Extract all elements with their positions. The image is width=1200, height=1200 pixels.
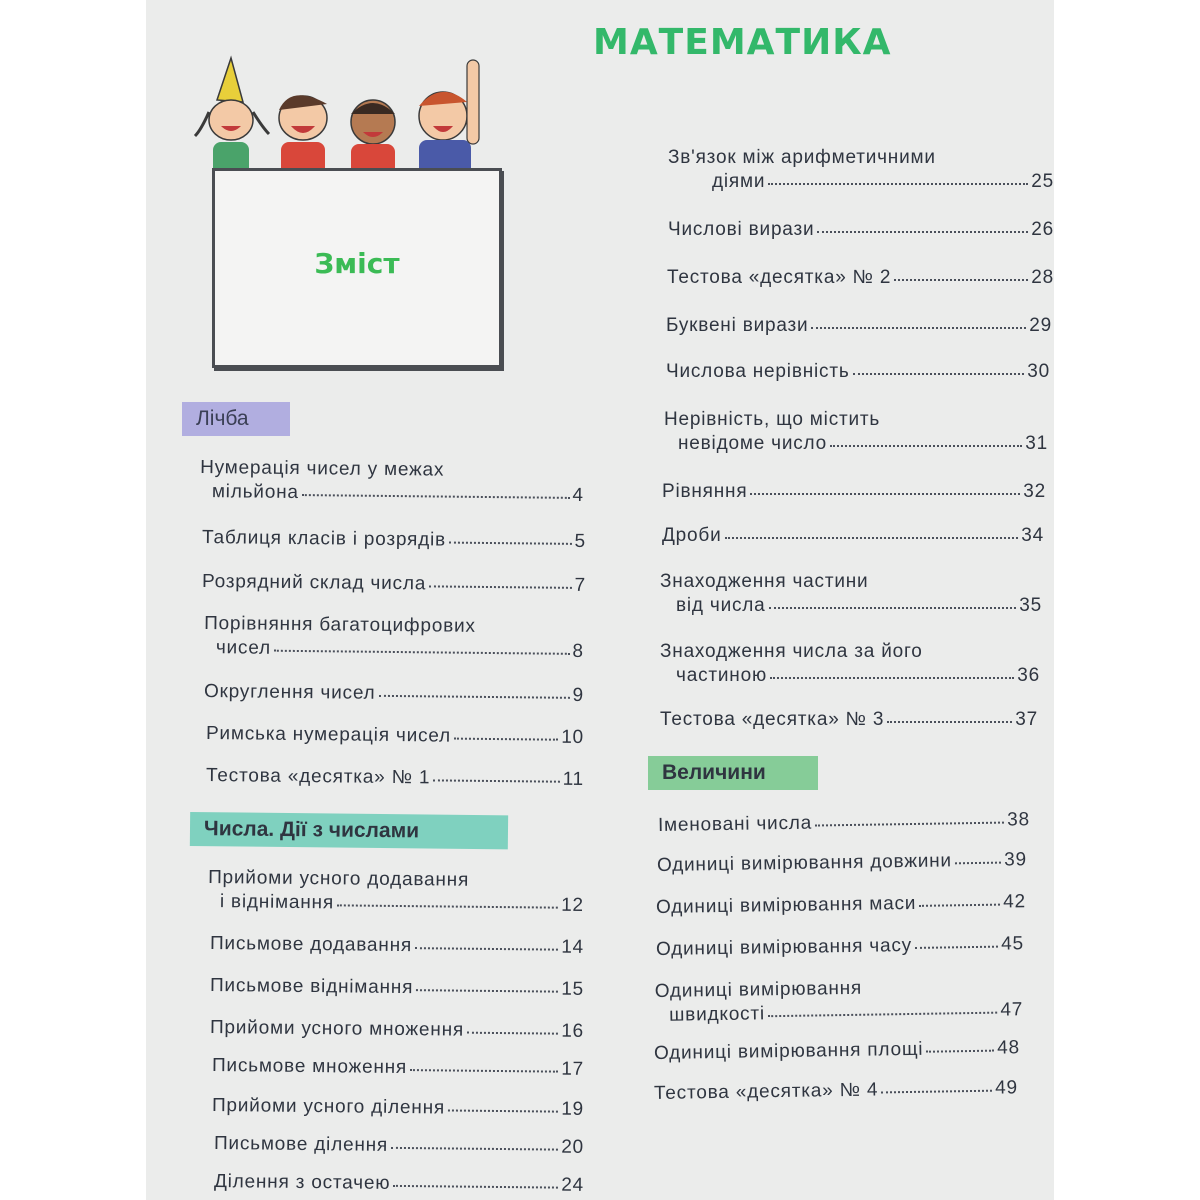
toc-entry-title: Письмове додавання xyxy=(209,933,413,957)
section-quantities: Величини xyxy=(648,756,818,790)
toc-entry-title: Письмове віднімання xyxy=(209,975,414,999)
toc-entry-page: 36 xyxy=(1017,665,1040,686)
toc-entry-page: 10 xyxy=(561,726,585,748)
toc-entry-page: 8 xyxy=(572,640,584,662)
toc-entry-title: Прийоми усного множення xyxy=(209,1017,465,1041)
leader-dots xyxy=(433,775,559,782)
contents-board xyxy=(212,168,502,368)
kids-illustration xyxy=(191,40,511,180)
leader-dots xyxy=(725,533,1019,539)
toc-entry[interactable] xyxy=(656,890,1026,920)
toc-entry[interactable] xyxy=(660,570,1042,618)
leader-dots xyxy=(750,489,1020,495)
toc-entry[interactable] xyxy=(200,456,584,508)
toc-entry-page: 37 xyxy=(1015,709,1038,730)
toc-entry-line: Порівняння багатоцифрових xyxy=(204,613,476,637)
leader-dots xyxy=(448,1105,558,1112)
toc-entry-page: 35 xyxy=(1019,595,1042,616)
toc-entry[interactable] xyxy=(202,570,586,598)
leader-dots xyxy=(302,490,570,499)
toc-entry[interactable] xyxy=(204,680,584,708)
toc-entry-title: Таблиця класів і розрядів xyxy=(201,527,447,551)
toc-entry-page: 17 xyxy=(561,1058,585,1080)
toc-entry-title: Письмове ділення xyxy=(213,1133,389,1156)
toc-entry-title: Рівняння xyxy=(662,481,748,502)
toc-entry-page: 24 xyxy=(561,1174,585,1196)
toc-entry-title: Ділення з остачею xyxy=(213,1171,391,1194)
toc-entry-title: Числові вирази xyxy=(668,219,815,240)
toc-entry-line: Знаходження числа за його xyxy=(660,641,923,662)
toc-entry-title: Розрядний склад числа xyxy=(201,571,427,595)
toc-entry-title: Іменовані числа xyxy=(657,812,813,836)
toc-entry[interactable] xyxy=(666,314,1052,338)
toc-entry-page: 31 xyxy=(1025,433,1048,454)
toc-entry-title: Одиниці вимірювання площі xyxy=(653,1038,924,1064)
toc-entry-page: 7 xyxy=(574,574,587,597)
toc-entry-title: невідоме число xyxy=(678,433,828,454)
toc-entry[interactable] xyxy=(212,1094,584,1122)
toc-entry[interactable] xyxy=(654,1076,1018,1106)
leader-dots xyxy=(415,943,558,950)
toc-entry-title: і віднімання xyxy=(219,891,335,914)
toc-entry[interactable] xyxy=(667,266,1054,290)
page-title: МАТЕМАТИКА xyxy=(593,22,892,63)
toc-entry-line: Знаходження частини xyxy=(660,571,869,592)
toc-entry[interactable] xyxy=(214,1132,584,1160)
toc-entry-line: Нерівність, що містить xyxy=(664,409,881,430)
toc-entry[interactable] xyxy=(655,974,1024,1028)
toc-entry-page: 47 xyxy=(1000,999,1024,1021)
toc-entry-page: 15 xyxy=(561,978,585,1000)
toc-entry-page: 5 xyxy=(574,530,587,553)
toc-entry-page: 39 xyxy=(1004,849,1028,871)
toc-entry-page: 29 xyxy=(1029,315,1052,336)
toc-entry-title: Письмове множення xyxy=(211,1055,408,1079)
toc-entry-page: 20 xyxy=(561,1136,585,1158)
toc-entry[interactable] xyxy=(214,1170,584,1198)
toc-entry-page: 32 xyxy=(1023,481,1046,502)
toc-entry-line: Зв'язок між арифметичними xyxy=(668,147,936,168)
leader-dots xyxy=(416,985,558,992)
leader-dots xyxy=(853,369,1025,375)
leader-dots xyxy=(881,1086,992,1094)
toc-entry[interactable] xyxy=(668,218,1054,242)
toc-entry[interactable] xyxy=(210,974,584,1002)
toc-entry-page: 49 xyxy=(995,1077,1019,1099)
section-count: Лічба xyxy=(182,402,290,436)
toc-entry-page: 38 xyxy=(1007,809,1031,831)
toc-entry[interactable] xyxy=(666,360,1050,384)
leader-dots xyxy=(887,717,1012,723)
toc-entry-title: мільйона xyxy=(211,481,299,504)
toc-entry-title: Тестова «десятка» № 3 xyxy=(660,709,885,730)
leader-dots xyxy=(811,323,1026,329)
toc-entry-page: 11 xyxy=(562,768,585,790)
toc-entry[interactable] xyxy=(210,1016,584,1044)
leader-dots xyxy=(919,900,1000,907)
toc-entry-page: 9 xyxy=(572,684,585,706)
toc-entry-title: Тестова «десятка» № 4 xyxy=(653,1079,879,1104)
leader-dots xyxy=(378,691,569,699)
leader-dots xyxy=(770,673,1014,679)
toc-entry[interactable] xyxy=(658,808,1030,838)
leader-dots xyxy=(768,179,1028,185)
leader-dots xyxy=(274,646,570,655)
toc-entry[interactable] xyxy=(208,866,584,918)
toc-entry-title: від числа xyxy=(676,595,766,616)
toc-entry-page: 19 xyxy=(561,1098,585,1120)
toc-entry[interactable] xyxy=(210,932,584,960)
leader-dots xyxy=(393,1181,558,1189)
leader-dots xyxy=(391,1143,558,1151)
toc-entry-title: швидкості xyxy=(669,1003,766,1026)
toc-entry-title: Тестова «десятка» № 1 xyxy=(205,765,431,789)
toc-entry-page: 34 xyxy=(1021,525,1044,546)
board-label: Зміст xyxy=(314,247,400,280)
toc-entry-page: 16 xyxy=(561,1020,585,1042)
leader-dots xyxy=(915,942,998,949)
toc-entry-title: Буквені вирази xyxy=(666,315,809,336)
leader-dots xyxy=(337,900,558,908)
toc-entry[interactable] xyxy=(662,480,1046,504)
toc-entry-page: 4 xyxy=(572,484,584,507)
section-numbers: Числа. Дії з числами xyxy=(190,812,508,849)
toc-entry-title: Римська нумерація чисел xyxy=(205,723,452,747)
leader-dots xyxy=(955,858,1001,865)
toc-entry[interactable] xyxy=(206,722,584,750)
leader-dots xyxy=(769,603,1017,609)
toc-entry-line: Нумерація чисел у межах xyxy=(200,457,445,481)
toc-entry-page: 28 xyxy=(1031,267,1054,288)
toc-entry[interactable] xyxy=(202,526,586,554)
toc-entry-title: Числова нерівність xyxy=(666,361,850,382)
toc-entry-title: Одиниці вимірювання маси xyxy=(655,892,917,918)
toc-entry-line: Прийоми усного додавання xyxy=(208,867,470,891)
toc-entry-page: 30 xyxy=(1027,361,1050,382)
leader-dots xyxy=(410,1065,558,1073)
toc-entry[interactable] xyxy=(660,640,1040,688)
toc-entry[interactable] xyxy=(656,932,1024,962)
leader-dots xyxy=(926,1046,994,1053)
toc-entry[interactable] xyxy=(662,524,1044,548)
toc-entry-title: Дроби xyxy=(662,525,722,546)
toc-entry-title: Одиниці вимірювання часу xyxy=(655,934,913,960)
leader-dots xyxy=(894,275,1028,281)
toc-entry[interactable] xyxy=(204,612,584,664)
toc-entry-page: 48 xyxy=(997,1037,1021,1059)
toc-entry-title: Округлення чисел xyxy=(203,681,376,704)
toc-entry[interactable] xyxy=(212,1054,584,1082)
leader-dots xyxy=(830,441,1022,447)
toc-entry-page: 12 xyxy=(561,894,584,916)
toc-entry-title: Прийоми усного ділення xyxy=(211,1095,446,1119)
toc-entry[interactable] xyxy=(668,146,1054,194)
leader-dots xyxy=(768,1008,998,1018)
toc-entry[interactable] xyxy=(664,408,1048,456)
toc-entry-title: Одиниці вимірювання довжини xyxy=(656,850,953,876)
leader-dots xyxy=(467,1028,558,1035)
toc-entry-page: 42 xyxy=(1003,891,1027,913)
toc-entry[interactable] xyxy=(206,764,584,792)
book-page xyxy=(146,0,1054,1200)
leader-dots xyxy=(449,538,572,545)
toc-entry[interactable] xyxy=(657,848,1027,878)
toc-entry[interactable] xyxy=(660,708,1038,732)
toc-entry-page: 14 xyxy=(561,936,585,958)
toc-entry-page: 25 xyxy=(1031,171,1054,192)
leader-dots xyxy=(454,734,558,741)
toc-entry-title: діями xyxy=(712,171,766,192)
leader-dots xyxy=(815,818,1004,827)
toc-entry[interactable] xyxy=(654,1036,1020,1066)
toc-entry-page: 26 xyxy=(1031,219,1054,240)
toc-entry-title: частиною xyxy=(676,665,767,686)
leader-dots xyxy=(817,227,1028,233)
leader-dots xyxy=(429,581,572,588)
toc-entry-line: Одиниці вимірювання xyxy=(654,977,863,1003)
toc-entry-title: чисел xyxy=(215,637,272,659)
toc-entry-page: 45 xyxy=(1001,933,1025,955)
toc-entry-title: Тестова «десятка» № 2 xyxy=(667,267,892,288)
